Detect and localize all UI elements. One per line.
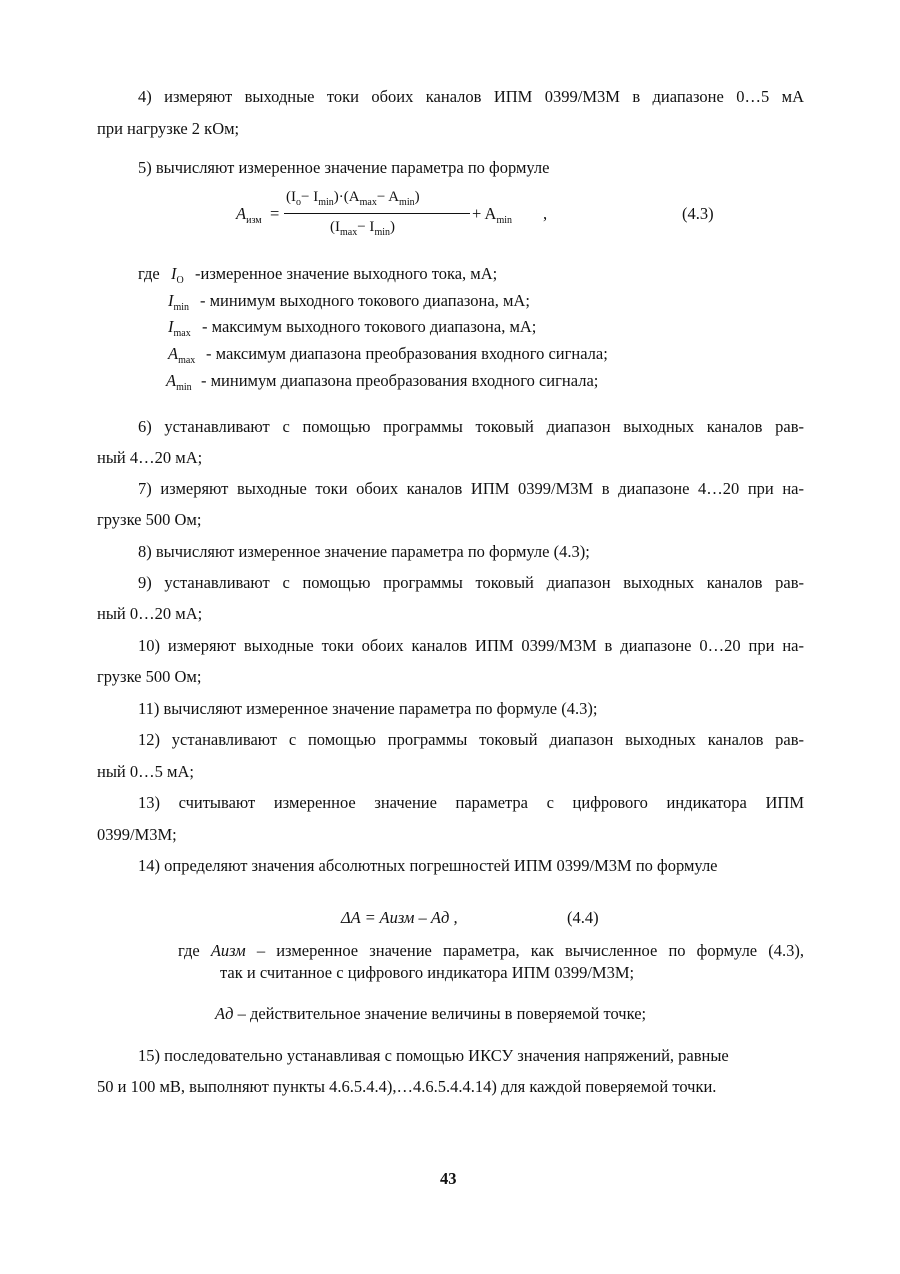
ad-definition: Aд – действительное значение величины в поверяемой точке; [215,1004,647,1023]
formula-equals: = [270,204,280,223]
imax-description: - максимум выходного токового диапазона, мА; [202,317,537,336]
imin-description: - минимум выходного токового диапазона, мА; [200,291,530,310]
fraction-bar [284,213,470,214]
amax-description: - максимум диапазона преобразования входного сигнала; [206,344,608,363]
p5-text: 5) вычисляют измеренное значение параметра по формуле [138,158,550,177]
where-intro: где [138,264,160,283]
imin-symbol: $I_{min}$ [168,291,190,313]
where2-line2: так и считанное с цифрового индикатора ИПМ 0399/М3М; [220,963,635,982]
p15-line1: 15) последовательно устанавливая с помощью ИКСУ значения напряжений, равные [138,1046,729,1065]
p6-line2: ный 4…20 мА; [97,448,203,467]
p9-line1: 9) устанавливают с помощью программы токовый диапазон выходных каналов рав- [138,573,804,592]
p15-line2: 50 и 100 мВ, выполняют пункты 4.6.5.4.4),…4.6.5.4.4.14) для каждой поверяемой точки. [97,1077,717,1096]
amin-symbol: $A_{min}$ [166,371,192,393]
p6-line1: 6) устанавливают с помощью программы токовый диапазон выходных каналов рав- [138,417,804,436]
formula-denominator: $(I_{max}- I_{min})$ [330,219,395,238]
amax-symbol: $A_{max}$ [168,344,196,366]
p7-line2: грузке 500 Ом; [97,510,202,529]
p9-line2: ный 0…20 мА; [97,604,203,623]
where2-line1: где Aизм – измеренное значение параметра, как вычисленное по формуле (4.3), [178,941,804,960]
p14-text: 14) определяют значения абсолютных погрешностей ИПМ 0399/М3М по формуле [138,856,718,875]
p11-text: 11) вычисляют измеренное значение параметра по формуле (4.3); [138,699,598,718]
page-number: 43 [440,1169,457,1188]
io-symbol: $I_O$ [171,264,184,286]
p4-line1: 4) измеряют выходные токи обоих каналов ИПМ 0399/М3М в диапазоне 0…5 мА [138,87,804,106]
amin-description: - минимум диапазона преобразования входного сигнала; [201,371,599,390]
p10-line2: грузке 500 Ом; [97,667,202,686]
formula-4-4-number: (4.4) [567,908,599,927]
p12-line1: 12) устанавливают с помощью программы токовый диапазон выходных каналов рав- [138,730,804,749]
p13-line2: 0399/М3М; [97,825,177,844]
formula-number: (4.3) [682,204,714,223]
formula-numerator: $(I_o- I_{min})\cdot(A_{max}- A_{min})$ [286,189,420,208]
p10-line1: 10) измеряют выходные токи обоих каналов ИПМ 0399/М3М в диапазоне 0…20 при на- [138,636,804,655]
p13-line1: 13) считывают измеренное значение параметра с цифрового индикатора ИПМ [138,793,804,812]
io-description: -измеренное значение выходного тока, мА; [195,264,498,283]
formula-comma: , [543,204,548,223]
p4-line2: при нагрузке 2 кОм; [97,119,240,138]
formula-4-4: ΔA = Aизм – Aд , [341,908,458,927]
formula-plus-term: + $A_{min}$ [472,204,512,226]
p8-text: 8) вычисляют измеренное значение параметра по формуле (4.3); [138,542,590,561]
formula-lhs: $A_{изм}$ [236,204,262,226]
p7-line1: 7) измеряют выходные токи обоих каналов ИПМ 0399/М3М в диапазоне 4…20 при на- [138,479,804,498]
p12-line2: ный 0…5 мА; [97,762,194,781]
imax-symbol: $I_{max}$ [168,317,191,339]
